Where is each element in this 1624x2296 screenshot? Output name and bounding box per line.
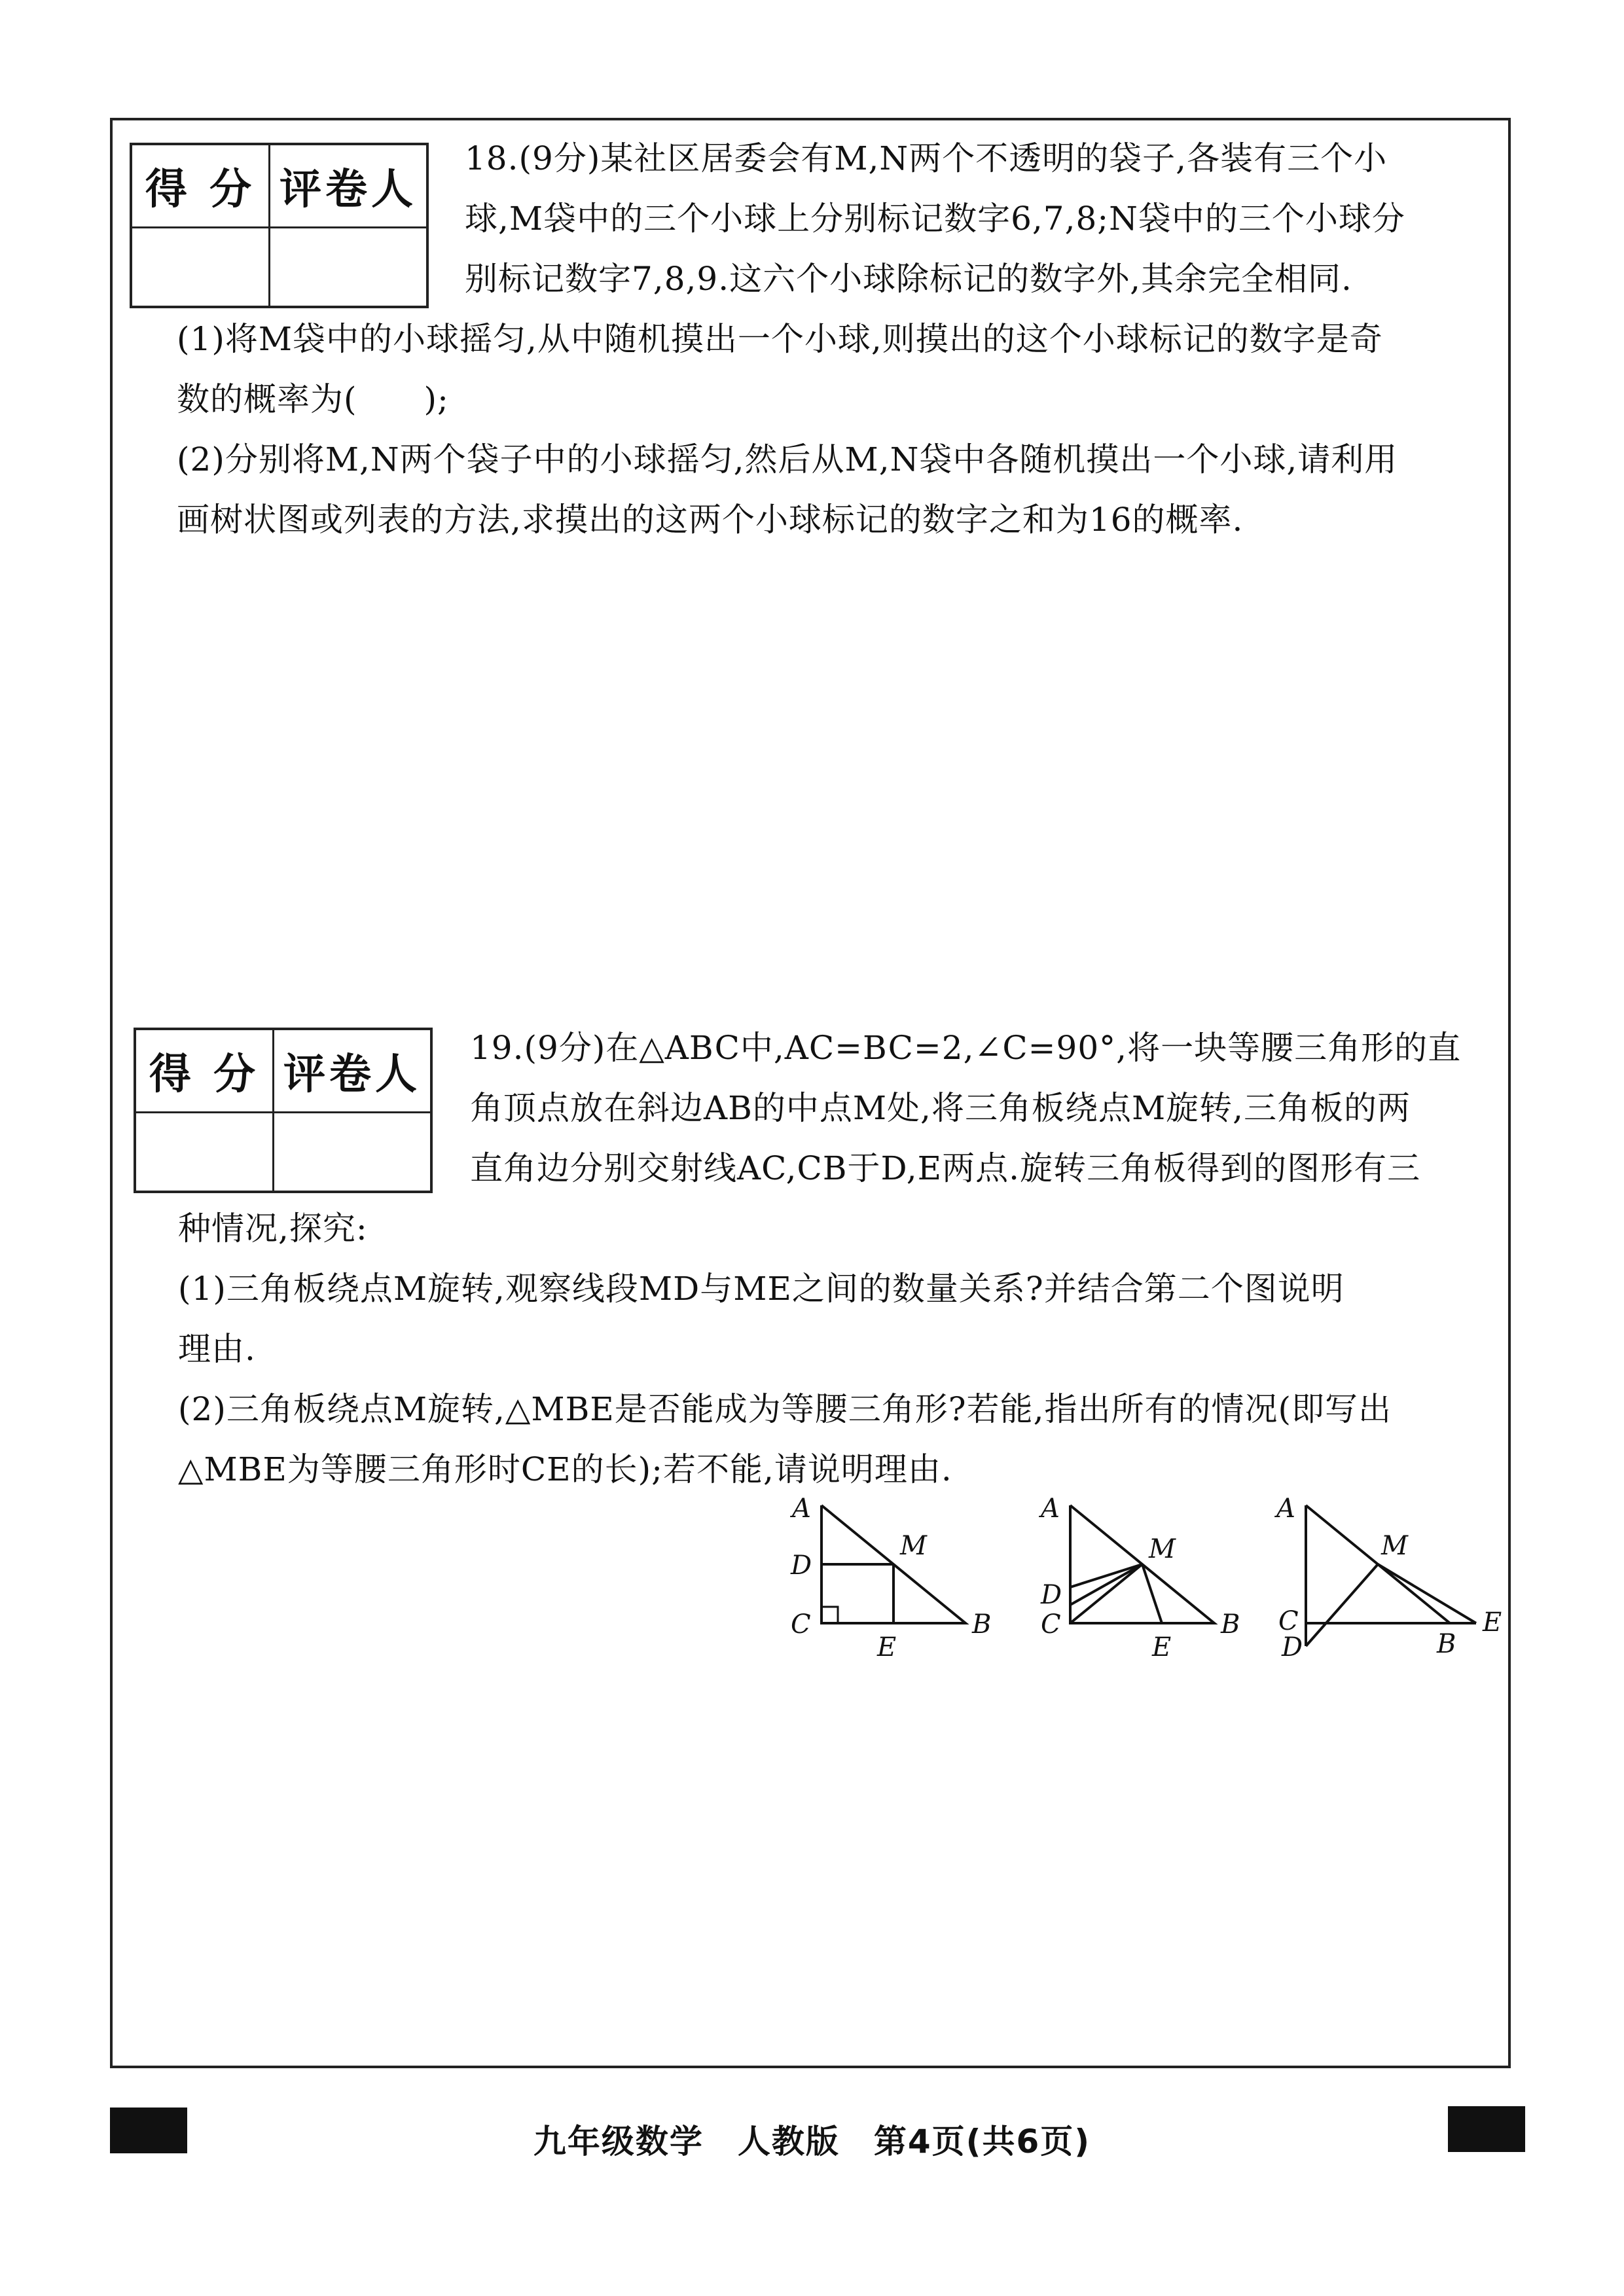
score-label: 得 分 — [135, 1029, 274, 1113]
score-box-q18 — [130, 143, 429, 308]
q19-answer-area[interactable] — [131, 1702, 1492, 2055]
figure-3 — [1306, 1505, 1476, 1646]
fig3-label-e: E — [1483, 1607, 1502, 1638]
page-footer: 九年级数学 人教版 第4页(共6页) — [533, 2123, 1091, 2161]
fig1-label-c: C — [791, 1609, 811, 1640]
score-label: 得 分 — [131, 144, 270, 228]
score-cell[interactable] — [135, 1113, 274, 1193]
fig2-label-b: B — [1221, 1609, 1240, 1640]
q19-part1-line2: 理由. — [178, 1330, 256, 1368]
q19-part2-line1: (2)三角板绕点M旋转,△MBE是否能成为等腰三角形?若能,指出所有的情况(即写出 — [178, 1390, 1392, 1428]
grader-label: 评卷人 — [274, 1029, 432, 1113]
fig1-label-e: E — [877, 1632, 897, 1662]
q19-parts — [178, 1198, 1513, 1499]
q19-intro-line4: 种情况,探究: — [178, 1210, 368, 1247]
fig3-label-m: M — [1381, 1531, 1408, 1561]
grader-label: 评卷人 — [270, 144, 428, 228]
q18-part1-line1: (1)将M袋中的小球摇匀,从中随机摸出一个小球,则摸出的这个小球标记的数字是奇 — [177, 320, 1383, 358]
q19-figures — [772, 1492, 1519, 1689]
fig2-label-c: C — [1041, 1609, 1061, 1640]
fig1-right-angle-mark — [821, 1607, 838, 1623]
q18-part2-line2: 画树状图或列表的方法,求摸出的这两个小球标记的数字之和为16的概率. — [177, 501, 1244, 539]
fig1-label-b: B — [972, 1609, 992, 1640]
q19-part2-line2: △MBE为等腰三角形时CE的长);若不能,请说明理由. — [178, 1450, 952, 1488]
q19-intro — [470, 1018, 1517, 1198]
q18-part2-line1: (2)分别将M,N两个袋子中的小球摇匀,然后从M,N袋中各随机摸出一个小球,请利用 — [177, 440, 1398, 478]
q19-part1-line1: (1)三角板绕点M旋转,观察线段MD与ME之间的数量关系?并结合第二个图说明 — [178, 1270, 1344, 1308]
fig2-label-d: D — [1041, 1580, 1062, 1610]
q18-answer-area[interactable] — [131, 563, 1492, 1008]
fig2-label-m: M — [1149, 1534, 1176, 1564]
q18-intro-line1: 18.(9分)某社区居委会有M,N两个不透明的袋子,各装有三个小 — [465, 139, 1388, 177]
q19-intro-line2: 角顶点放在斜边AB的中点M处,将三角板绕点M旋转,三角板的两 — [470, 1089, 1411, 1127]
fig1-label-m: M — [900, 1531, 927, 1561]
fig3-label-d: D — [1282, 1632, 1303, 1662]
q18-intro-line2: 球,M袋中的三个小球上分别标记数字6,7,8;N袋中的三个小球分 — [465, 200, 1405, 238]
fig3-label-a: A — [1276, 1494, 1295, 1524]
grader-cell[interactable] — [274, 1113, 432, 1193]
alignment-mark-left — [110, 2108, 187, 2153]
fig3-segment-me — [1378, 1564, 1476, 1623]
fig1-label-a: A — [792, 1494, 811, 1524]
score-cell[interactable] — [131, 228, 270, 308]
q18-part1-line2: 数的概率为( ); — [177, 380, 449, 418]
fig3-label-b: B — [1437, 1629, 1456, 1659]
q19-intro-line1: 19.(9分)在△ABC中,AC=BC=2,∠C=90°,将一块等腰三角形的直 — [470, 1029, 1462, 1067]
q18-intro-line3: 别标记数字7,8,9.这六个小球除标记的数字外,其余完全相同. — [465, 260, 1352, 298]
q18-parts — [177, 309, 1512, 550]
fig2-label-a: A — [1041, 1494, 1060, 1524]
q19-intro-line3: 直角边分别交射线AC,CB于D,E两点.旋转三角板得到的图形有三 — [470, 1149, 1421, 1187]
fig3-label-c: C — [1278, 1606, 1299, 1636]
alignment-mark-right — [1448, 2106, 1525, 2152]
score-box-q19 — [134, 1028, 433, 1193]
fig2-segment-mc — [1070, 1564, 1142, 1623]
fig1-label-d: D — [791, 1551, 812, 1581]
figure-1 — [821, 1505, 965, 1623]
q18-intro — [465, 128, 1512, 309]
fig3-segment-md — [1306, 1564, 1378, 1646]
fig2-label-e: E — [1152, 1632, 1172, 1662]
figure-2 — [1070, 1505, 1214, 1623]
grader-cell[interactable] — [270, 228, 428, 308]
